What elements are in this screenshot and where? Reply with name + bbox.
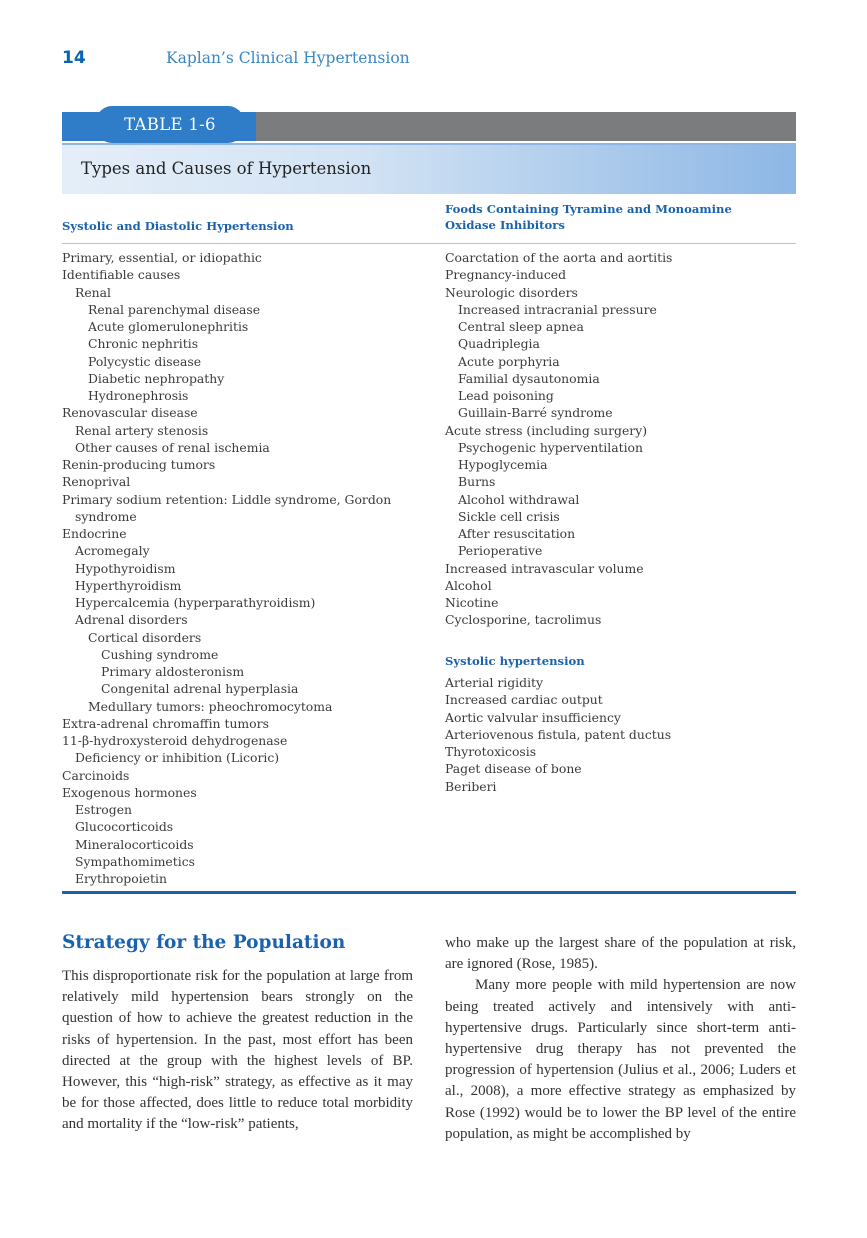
list-item: After resuscitation — [458, 526, 576, 541]
list-item: Quadriplegia — [458, 336, 540, 352]
right-column-heading-line1: Foods Containing Tyramine and Monoamine — [445, 202, 732, 216]
list-item: Lead poisoning — [458, 388, 554, 403]
list-item: Endocrine — [62, 526, 127, 541]
body-paragraph: This disproportionate risk for the population at large from relatively mild hypertension bears strongly on the question of how to achieve the greatest reduction in the risks of hypertension. In the past, most effort has been directed at the group with the highest levels of BP. However, this “high-risk” strategy, as effective as it may be for those affected, does little to reduce total morbidity and mortality if the “low-risk” patients, — [62, 968, 413, 1133]
list-item: Increased cardiac output — [445, 692, 603, 708]
list-item: Medullary tumors: pheochromocytoma — [88, 698, 333, 714]
list-item: Arteriovenous fistula, patent ductus — [445, 726, 672, 742]
list-item: Primary aldosteronism — [101, 664, 245, 679]
list-item: Increased intravascular volume — [445, 560, 644, 576]
list-item: Hypoglycemia — [458, 457, 548, 472]
list-item: Renal artery stenosis — [75, 422, 209, 438]
right-column-heading — [445, 201, 732, 233]
list-item: Hypothyroidism — [75, 560, 176, 576]
list-item: Renin-producing tumors — [62, 457, 216, 472]
list-item: Acute porphyria — [458, 353, 560, 369]
list-item: Increased intracranial pressure — [458, 301, 657, 317]
body-left-column — [62, 966, 413, 1136]
page-header — [62, 48, 807, 72]
table-label: TABLE 1-6 — [96, 106, 244, 143]
list-item: Renovascular disease — [62, 405, 198, 421]
list-item: Cushing syndrome — [101, 646, 219, 662]
section-heading: Strategy for the Population — [62, 932, 346, 953]
list-item: Other causes of renal ischemia — [75, 439, 270, 455]
list-item: Sickle cell crisis — [458, 508, 560, 524]
list-item: Renal parenchymal disease — [88, 301, 261, 317]
list-item: Paget disease of bone — [445, 761, 582, 777]
list-item: Exogenous hormones — [62, 784, 197, 800]
running-title: Kaplan’s Clinical Hypertension — [166, 49, 410, 67]
list-item: Carcinoids — [62, 767, 130, 783]
list-item: Pregnancy-induced — [445, 267, 567, 283]
list-item: Burns — [458, 474, 496, 490]
list-item: Guillain-Barré syndrome — [458, 405, 613, 421]
list-item: Coarctation of the aorta and aortitis — [445, 250, 673, 265]
list-item: Familial dysautonomia — [458, 370, 600, 386]
list-item: Erythropoietin — [75, 871, 167, 886]
list-item: Thyrotoxicosis — [445, 744, 537, 759]
list-item: Sympathomimetics — [75, 853, 196, 869]
list-item: Arterial rigidity — [445, 675, 544, 690]
body-paragraph: who make up the largest share of the population at risk, are ignored (Rose, 1985). — [445, 935, 796, 973]
table-title: Types and Causes of Hypertension — [81, 159, 372, 178]
list-item: Perioperative — [458, 543, 543, 559]
list-item: 11-β-hydroxysteroid dehydrogenase — [62, 733, 288, 748]
table-header-band — [62, 112, 796, 141]
list-item: Extra-adrenal chromaffin tumors — [62, 715, 269, 731]
list-item: Hyperthyroidism — [75, 577, 182, 593]
list-item: Primary, essential, or idiopathic — [62, 250, 262, 265]
list-item: Alcohol — [445, 577, 492, 593]
list-item: Estrogen — [75, 802, 133, 817]
list-item: Nicotine — [445, 595, 499, 610]
list-item: Alcohol withdrawal — [458, 491, 580, 507]
table-bottom-rule — [62, 891, 796, 894]
list-item: Cortical disorders — [88, 629, 202, 645]
list-item: Polycystic disease — [88, 353, 202, 369]
list-item: Congenital adrenal hyperplasia — [101, 681, 299, 697]
list-item: Renoprival — [62, 474, 131, 490]
list-item: Beriberi — [445, 778, 497, 794]
list-item: Hypercalcemia (hyperparathyroidism) — [75, 595, 316, 610]
table-title-bar — [62, 143, 796, 194]
body-paragraph: Many more people with mild hypertension are now being treated actively and intensively with anti-hypertensive drugs. Particularly since short-term anti-hypertensive drug therapy has not prevented the progression of hypertension (Julius et al., 2006; Luders et al., 2008), a more effective strategy as emphasized by Rose (1992) would be to lower the BP level of the entire population, as might be accomplished by — [445, 977, 796, 1142]
systolic-cause-list — [445, 674, 795, 795]
body-right-column — [445, 933, 796, 1145]
right-cause-list — [445, 249, 795, 629]
list-item: Acute glomerulonephritis — [88, 319, 249, 334]
list-item: Neurologic disorders — [445, 284, 578, 300]
list-item: Renal — [75, 284, 111, 300]
page-number: 14 — [62, 48, 86, 68]
list-item: Aortic valvular insufficiency — [445, 709, 621, 725]
list-item: Psychogenic hyperventilation — [458, 439, 643, 455]
band-gray-segment — [256, 112, 796, 141]
list-item: Glucocorticoids — [75, 819, 174, 835]
list-item: Primary sodium retention: Liddle syndrome, Gordon syndrome — [62, 491, 392, 524]
list-item: Diabetic nephropathy — [88, 370, 225, 386]
right-column-heading-line2: Oxidase Inhibitors — [445, 218, 565, 232]
left-column-heading: Systolic and Diastolic Hypertension — [62, 219, 294, 233]
list-item: Deficiency or inhibition (Licoric) — [75, 750, 280, 766]
list-item: Acute stress (including surgery) — [445, 422, 648, 438]
list-item: Central sleep apnea — [458, 319, 584, 334]
list-item: Mineralocorticoids — [75, 836, 194, 852]
list-item: Hydronephrosis — [88, 388, 189, 403]
list-item: Cyclosporine, tacrolimus — [445, 612, 602, 628]
list-item: Acromegaly — [75, 543, 150, 559]
systolic-heading: Systolic hypertension — [445, 654, 585, 668]
column-heading-rule — [62, 243, 796, 244]
list-item: Adrenal disorders — [75, 612, 188, 628]
list-item: Chronic nephritis — [88, 336, 199, 352]
left-cause-list — [62, 249, 432, 887]
list-item: Identifiable causes — [62, 267, 181, 283]
